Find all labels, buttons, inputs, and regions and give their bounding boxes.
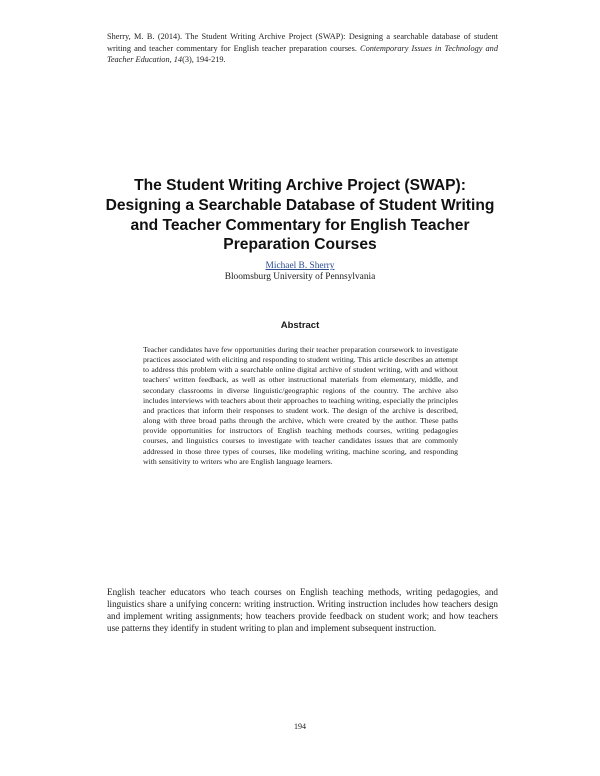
- citation: Sherry, M. B. (2014). The Student Writing Archive Project (SWAP): Designing a searchable database of student writing and teacher commentary for English teacher preparation courses. Contemporary Issues in Technology and Teacher Education, 14(3), 194-219.: [107, 32, 498, 65]
- page-number: 194: [294, 722, 306, 731]
- author-link[interactable]: Michael B. Sherry: [265, 261, 335, 271]
- affiliation: Bloomsburg University of Pennsylvania: [224, 272, 376, 282]
- citation-volume: 14: [173, 55, 183, 65]
- citation-rest: (3), 194-219.: [182, 55, 226, 65]
- intro-paragraph: English teacher educators who teach courses on English teaching methods, writing pedagogies, and linguistics share a unifying concern: writing instruction. Writing instruction includes how teachers design and implement writing assignments; how teachers provide feedback on student work; and how teachers use patterns they identify in student writing to plan and implement subsequent instruction.: [107, 587, 498, 633]
- citation-text: Sherry, M. B. (2014). The Student Writing Archive Project (SWAP): Designing a searchable database of student writing and teacher commentary for English teacher preparation courses.: [107, 32, 498, 53]
- paper-title: The Student Writing Archive Project (SWAP): Designing a Searchable Database of Student Writing and Teacher Commentary for English Teacher Preparation Courses: [105, 177, 495, 254]
- abstract-heading: Abstract: [280, 320, 320, 331]
- abstract-body: Teacher candidates have few opportunities during their teacher preparation coursework to investigate practices associated with eliciting and responding to student writing. This article describes an attempt to address this problem with a searchable online digital archive of student writing, with and without teachers' written feedback, as well as other instructional materials from elementary, middle, and secondary classrooms in diverse linguistic/geographic regions of the country. The archive also includes interviews with teachers about their approaches to teaching writing, especially the principles and practices that inform their responses to student work. The design of the archive is described, along with three broad paths through the archive, which were created by the author. These paths provide opportunities for instructors of English teaching methods courses, writing pedagogies courses, and linguistics courses to investigate with teacher candidates issues that are commonly addressed in those three types of courses, like modeling writing, machine scoring, and responding with sensitivity to writers who are English language learners.: [143, 345, 458, 466]
- citation-journal: Contemporary Issues in Technology and Teacher Education: [107, 43, 498, 65]
